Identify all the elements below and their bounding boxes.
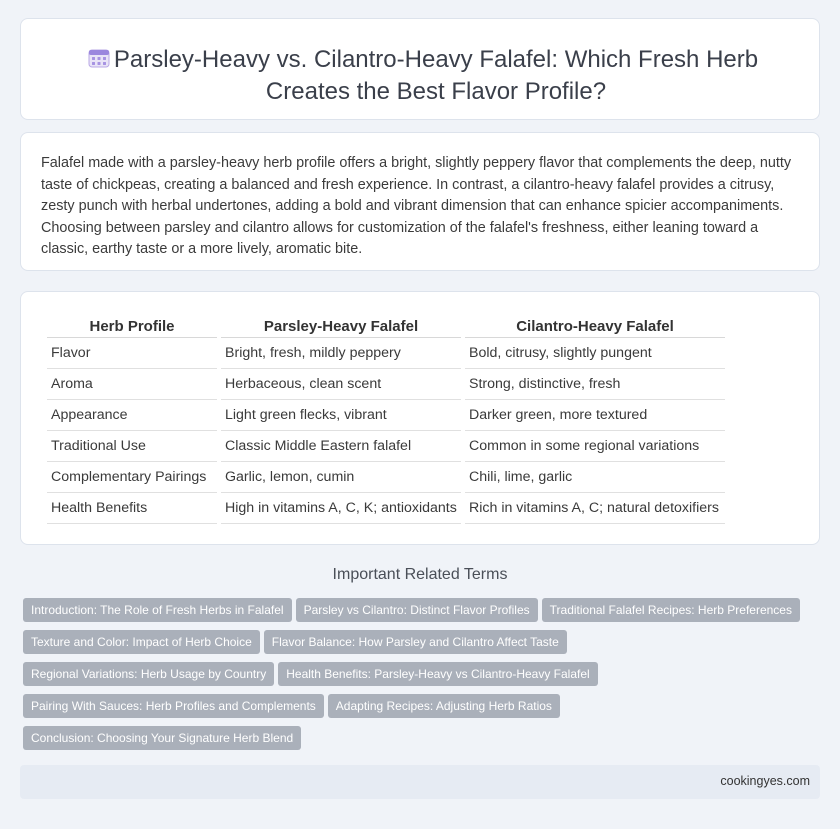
table-cell: Garlic, lemon, cumin — [221, 462, 461, 493]
related-term-tag[interactable]: Flavor Balance: How Parsley and Cilantro Affect Taste — [264, 630, 567, 654]
footer — [20, 765, 820, 799]
related-term-tag[interactable]: Regional Variations: Herb Usage by Country — [23, 662, 274, 686]
related-term-tag[interactable]: Adapting Recipes: Adjusting Herb Ratios — [328, 694, 560, 718]
related-term-tag[interactable]: Introduction: The Role of Fresh Herbs in Falafel — [23, 598, 292, 622]
comparison-card — [20, 291, 820, 545]
title-card — [20, 18, 820, 120]
table-cell: Bold, citrusy, slightly pungent — [465, 338, 725, 369]
table-row — [47, 369, 725, 400]
table-cell: Strong, distinctive, fresh — [465, 369, 725, 400]
table-cell: Chili, lime, garlic — [465, 462, 725, 493]
related-terms-heading: Important Related Terms — [332, 566, 508, 583]
intro-card — [20, 132, 820, 271]
table-cell: Traditional Use — [47, 431, 217, 462]
table-row — [47, 338, 725, 369]
column-header: Herb Profile — [47, 315, 217, 338]
table-cell: Classic Middle Eastern falafel — [221, 431, 461, 462]
related-term-tag[interactable]: Pairing With Sauces: Herb Profiles and Complements — [23, 694, 324, 718]
page-title: Parsley-Heavy vs. Cilantro-Heavy Falafel: Which Fresh Herb Creates the Best Flavor Profile? — [113, 46, 759, 105]
related-term-tag[interactable]: Conclusion: Choosing Your Signature Herb Blend — [23, 726, 301, 750]
table-header-row — [47, 315, 725, 338]
table-cell: Bright, fresh, mildly peppery — [221, 338, 461, 369]
related-term-tag[interactable]: Traditional Falafel Recipes: Herb Preferences — [542, 598, 800, 622]
table-cell: High in vitamins A, C, K; antioxidants — [221, 493, 461, 524]
table-row — [47, 493, 725, 524]
table-row — [47, 431, 725, 462]
footer-site-link[interactable]: cookingyes.com — [720, 774, 810, 788]
column-header: Parsley-Heavy Falafel — [221, 315, 461, 338]
related-term-tag[interactable]: Parsley vs Cilantro: Distinct Flavor Profiles — [296, 598, 538, 622]
related-term-tag[interactable]: Health Benefits: Parsley-Heavy vs Cilantro-Heavy Falafel — [278, 662, 597, 686]
table-cell: Aroma — [47, 369, 217, 400]
related-terms-list — [23, 598, 823, 758]
table-cell: Darker green, more textured — [465, 400, 725, 431]
table-cell: Flavor — [47, 338, 217, 369]
table-cell: Herbaceous, clean scent — [221, 369, 461, 400]
table-cell: Health Benefits — [47, 493, 217, 524]
table-row — [47, 400, 725, 431]
comparison-table — [43, 315, 729, 524]
related-term-tag[interactable]: Texture and Color: Impact of Herb Choice — [23, 630, 260, 654]
table-cell: Complementary Pairings — [47, 462, 217, 493]
table-cell: Appearance — [47, 400, 217, 431]
table-cell: Light green flecks, vibrant — [221, 400, 461, 431]
table-cell: Common in some regional variations — [465, 431, 725, 462]
table-row — [47, 462, 725, 493]
intro-paragraph: Falafel made with a parsley-heavy herb profile offers a bright, slightly peppery flavor that complements the deep, nutty taste of chickpeas, creating a balanced and fresh experience. In contrast, a cilantro-heavy falafel provides a citrusy, zesty punch with herbal undertones, adding a bold and vibrant dimension that can enhance spicier accompaniments. Choosing between parsley and cilantro allows for customization of the falafel's freshness, either leaning toward a classic, earthy taste or a more lively, aromatic bite. — [41, 155, 792, 257]
table-cell: Rich in vitamins A, C; natural detoxifiers — [465, 493, 725, 524]
column-header: Cilantro-Heavy Falafel — [465, 315, 725, 338]
